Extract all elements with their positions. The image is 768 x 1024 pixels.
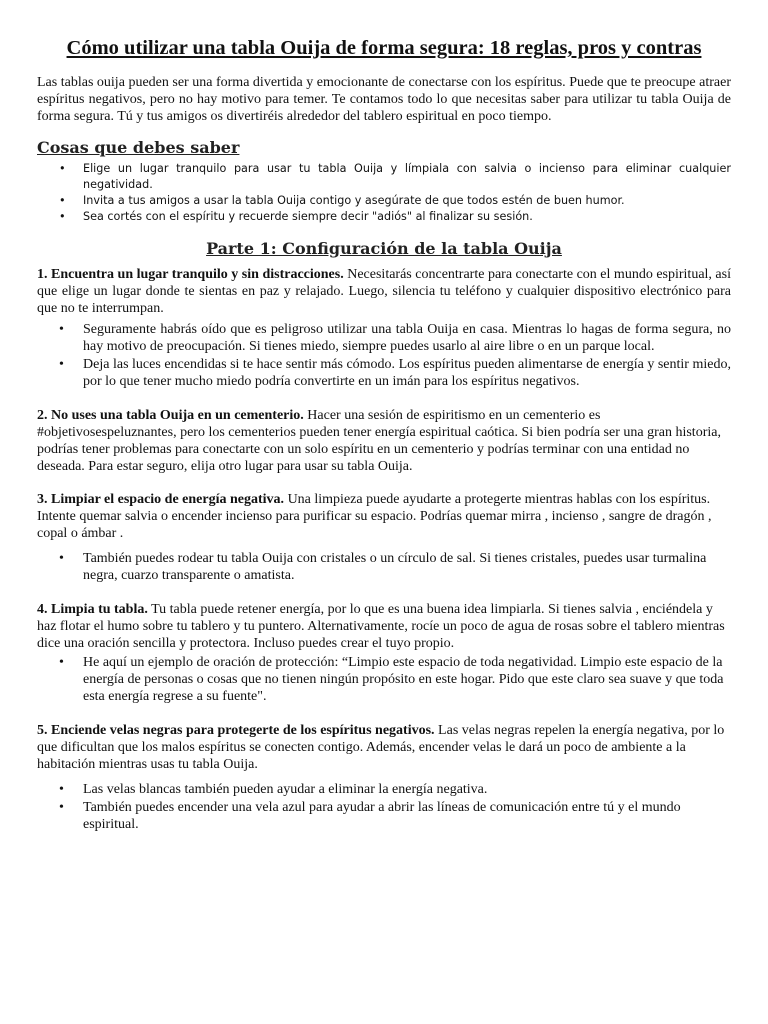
step-paragraph: [37, 491, 731, 542]
step-sublist: [37, 654, 731, 705]
bullet-icon: •: [59, 162, 66, 175]
step-paragraph: [37, 407, 731, 475]
step-lead: 5. Enciende velas negras para protegerte de los espíritus negativos.: [37, 723, 435, 738]
step-lead: 2. No uses una tabla Ouija en un cementerio.: [37, 408, 304, 423]
list-item-text: También puedes encender una vela azul para ayudar a abrir las líneas de comunicación entre tú y el mundo espiritual.: [83, 800, 681, 832]
spacer: [37, 391, 731, 407]
bullet-icon: •: [59, 210, 66, 223]
bullet-icon: •: [59, 782, 64, 797]
step-text: Hacer una sesión de espiritismo en un cementerio es #objetivosespeluznantes, pero los cementerios pueden tener energía espiritual caótica. Si bien podría ser una gran historia, podrías tener problemas para conectarte con un solo espíritu en un cementerio y podrías terminar con una entidad no deseada. Para estar seguro, elija otro lugar para usar su tabla Ouija.: [37, 408, 721, 474]
step-lead: 1. Encuentra un lugar tranquilo y sin distracciones.: [37, 267, 344, 282]
page-title: Cómo utilizar una tabla Ouija de forma segura: 18 reglas, pros y contras: [66, 37, 702, 59]
things-to-know-heading: Cosas que debes saber: [37, 138, 240, 157]
spacer: [37, 585, 731, 601]
list-item: [37, 161, 731, 193]
bullet-icon: •: [59, 655, 64, 670]
step-paragraph: [37, 601, 731, 652]
step-paragraph: [37, 266, 731, 317]
list-item-text: Seguramente habrás oído que es peligroso utilizar una tabla Ouija en casa. Mientras lo hagas de forma segura, no hay motivo de preocupación. Si tienes miedo, siempre puedes usarlo al aire libre o en un parque local.: [83, 322, 731, 354]
bullet-icon: •: [59, 551, 64, 566]
step-text: Tu tabla puede retener energía, por lo que es una buena idea limpiarla. Si tienes salvia , enciéndela y haz flotar el humo sobre tu tablero y tu puntero. Alternativamente, rocíe un poco de agua de rosas sobre el tablero mientras dice una oración sencilla y protectora. Incluso puedes crear el tuyo propio.: [37, 602, 725, 651]
things-to-know-list: [37, 161, 731, 225]
step-paragraph: [37, 722, 731, 773]
spacer: [37, 706, 731, 722]
list-item-text: Elige un lugar tranquilo para usar tu tabla Ouija y límpiala con salvia o incienso para eliminar cualquier negatividad.: [83, 162, 731, 191]
list-item: [37, 550, 731, 584]
list-item-text: Deja las luces encendidas si te hace sentir más cómodo. Los espíritus pueden alimentarse de energía y sentir miedo, por lo que tener mucho miedo podría convertirte en un imán para los espíritus negativos.: [83, 357, 731, 389]
step-text: Una limpieza puede ayudarte a protegerte mientras hablas con los espíritus. Intente quemar salvia o encender incienso para purificar su espacio. Podrías quemar mirra , incienso , sangre de dragón , copal o ámbar .: [37, 492, 712, 541]
bullet-icon: •: [59, 322, 64, 337]
step-text: Las velas negras repelen la energía negativa, por lo que dificultan que los malos espíritus se conecten contigo. Además, encender velas le dará un poco de ambiente a la habitación mientras usas tu tabla Ouija.: [37, 723, 725, 772]
list-item: [37, 356, 731, 390]
list-item: [37, 654, 731, 705]
bullet-icon: •: [59, 800, 64, 815]
step-sublist: [37, 321, 731, 390]
step-sublist: [37, 550, 731, 584]
list-item: [37, 193, 731, 209]
list-item-text: También puedes rodear tu tabla Ouija con cristales o un círculo de sal. Si tienes cristales, puedes usar turmalina negra, cuarzo transparente o amatista.: [83, 551, 707, 583]
step-sublist: [37, 781, 731, 833]
list-item: [37, 781, 731, 798]
list-item: [37, 321, 731, 355]
bullet-icon: •: [59, 194, 66, 207]
part-heading: Parte 1: Configuración de la tabla Ouija: [206, 239, 562, 258]
bullet-icon: •: [59, 357, 64, 372]
list-item-text: Invita a tus amigos a usar la tabla Ouija contigo y asegúrate de que todos estén de buen humor.: [83, 194, 625, 207]
list-item-text: He aquí un ejemplo de oración de protección: “Limpio este espacio de toda negatividad. Limpio este espacio de la energía de personas o cosas que no tienen ningún propósito en este hogar. Pido que este claro sea suave y que toda esta energía regrese a su fuente".: [83, 655, 724, 704]
intro-paragraph: Las tablas ouija pueden ser una forma divertida y emocionante de conectarse con los espíritus. Puede que te preocupe atraer espíritus negativos, pero no hay motivo para temer. Te contamos todo lo que necesitas saber para utilizar tu tabla Ouija de forma segura. Tú y tus amigos os divertiréis alrededor del tablero espiritual en poco tiempo.: [37, 75, 731, 124]
list-item-text: Sea cortés con el espíritu y recuerde siempre decir "adiós" al finalizar su sesión.: [83, 210, 533, 223]
spacer: [37, 475, 731, 491]
step-lead: 3. Limpiar el espacio de energía negativa.: [37, 492, 285, 507]
step-text: Necesitarás concentrarte para conectarte con el mundo espiritual, así que elige un lugar donde te sientas en paz y relajado. Luego, silencia tu teléfono y cualquier dispositivo electrónico para que no te interrumpan.: [37, 267, 731, 316]
list-item-text: Las velas blancas también pueden ayudar a eliminar la energía negativa.: [83, 782, 488, 797]
step-lead: 4. Limpia tu tabla.: [37, 602, 148, 617]
list-item: [37, 209, 731, 225]
list-item: [37, 799, 731, 833]
